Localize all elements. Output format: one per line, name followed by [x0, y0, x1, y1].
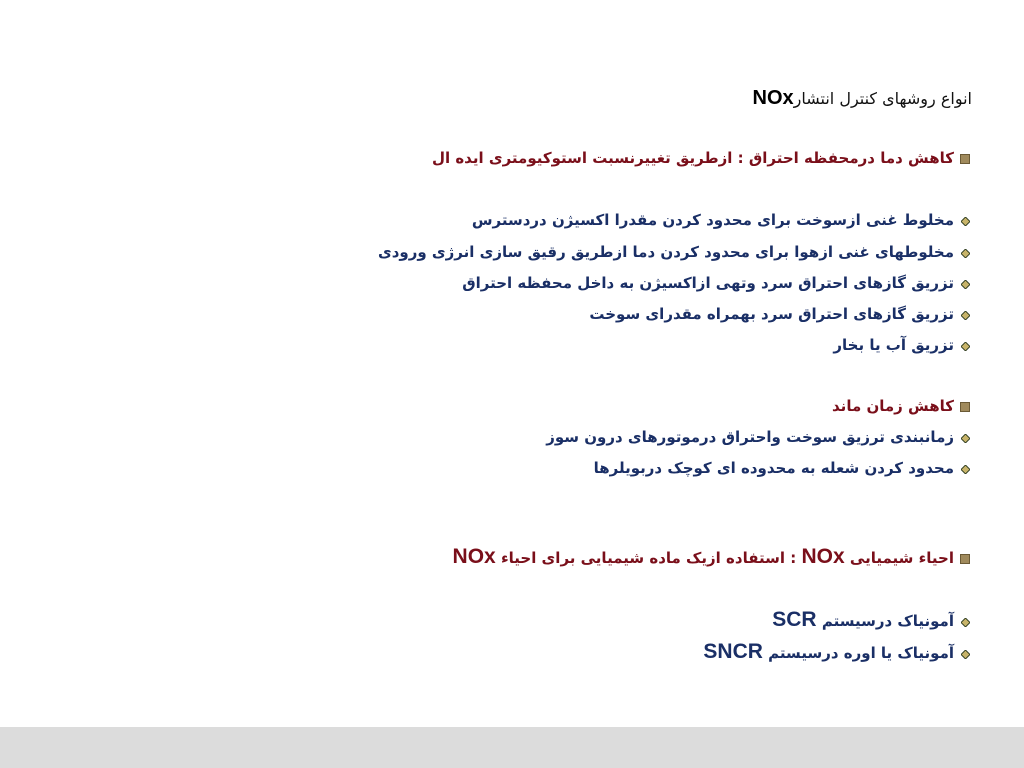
list-item [589, 304, 972, 325]
diamond-bullet-icon [958, 305, 972, 325]
list-item [462, 273, 972, 294]
list-item [772, 610, 972, 632]
footer-bar [0, 727, 1024, 768]
diamond-bullet-icon [958, 336, 972, 356]
item-text: آمونیاک یا اوره درسیستم [768, 644, 954, 662]
list-item [472, 210, 972, 231]
title-text: انواع روشهای کنترل انتشار [793, 89, 972, 108]
list-item [833, 335, 972, 356]
heading-text: کاهش دما درمحفظه احتراق : ازطریق تغییرنسبت استوکیومتری ایده ال [431, 149, 954, 167]
list-item [703, 642, 972, 664]
diamond-bullet-icon [958, 428, 972, 448]
item-latin: SCR [772, 608, 817, 631]
heading-text: کاهش زمان ماند [832, 397, 954, 415]
slide-title [753, 88, 973, 109]
diamond-bullet-icon [958, 459, 972, 479]
heading-text-2: : استفاده ازیک ماده شیمیایی برای احیاء [500, 549, 797, 567]
item-text: محدود کردن شعله به محدوده ای کوچک دربویلرها [593, 459, 954, 477]
list-item [546, 427, 972, 448]
item-text: مخلوط غنی ازسوخت برای محدود کردن مقدرا اکسیژن دردسترس [471, 211, 954, 229]
list-item [594, 458, 972, 479]
heading-latin-2: NOx [452, 545, 496, 568]
title-latin: NOx [752, 87, 794, 109]
item-text: تزریق گازهای احتراق سرد بهمراه مقدرای سوخت [589, 305, 954, 323]
item-latin: SNCR [703, 640, 763, 663]
diamond-bullet-icon [958, 211, 972, 231]
diamond-bullet-icon [958, 612, 972, 632]
diamond-bullet-icon [958, 274, 972, 294]
item-text: مخلوطهای غنی ازهوا برای محدود کردن دما ازطریق رقیق سازی انرژی ورودی [377, 243, 954, 261]
heading-text-1: احیاء شیمیایی [849, 549, 954, 567]
diamond-bullet-icon [958, 243, 972, 263]
heading-latin-1: NOx [801, 545, 845, 568]
item-text: تزریق آب یا بخار [833, 336, 954, 354]
section-heading-chemical-reduction [453, 547, 972, 569]
item-text: زمانبندی ترزیق سوخت واحتراق درموتورهای درون سوز [546, 428, 954, 446]
list-item [378, 242, 972, 263]
square-bullet-icon [958, 397, 972, 417]
section-heading-temperature [432, 148, 972, 169]
diamond-bullet-icon [958, 644, 972, 664]
item-text: آمونیاک درسیستم [821, 612, 954, 630]
square-bullet-icon [958, 149, 972, 169]
item-text: تزریق گازهای احتراق سرد وتهی ازاکسیژن به داخل محفظه احتراق [462, 274, 954, 292]
square-bullet-icon [958, 549, 972, 569]
section-heading-residence-time [832, 396, 972, 417]
